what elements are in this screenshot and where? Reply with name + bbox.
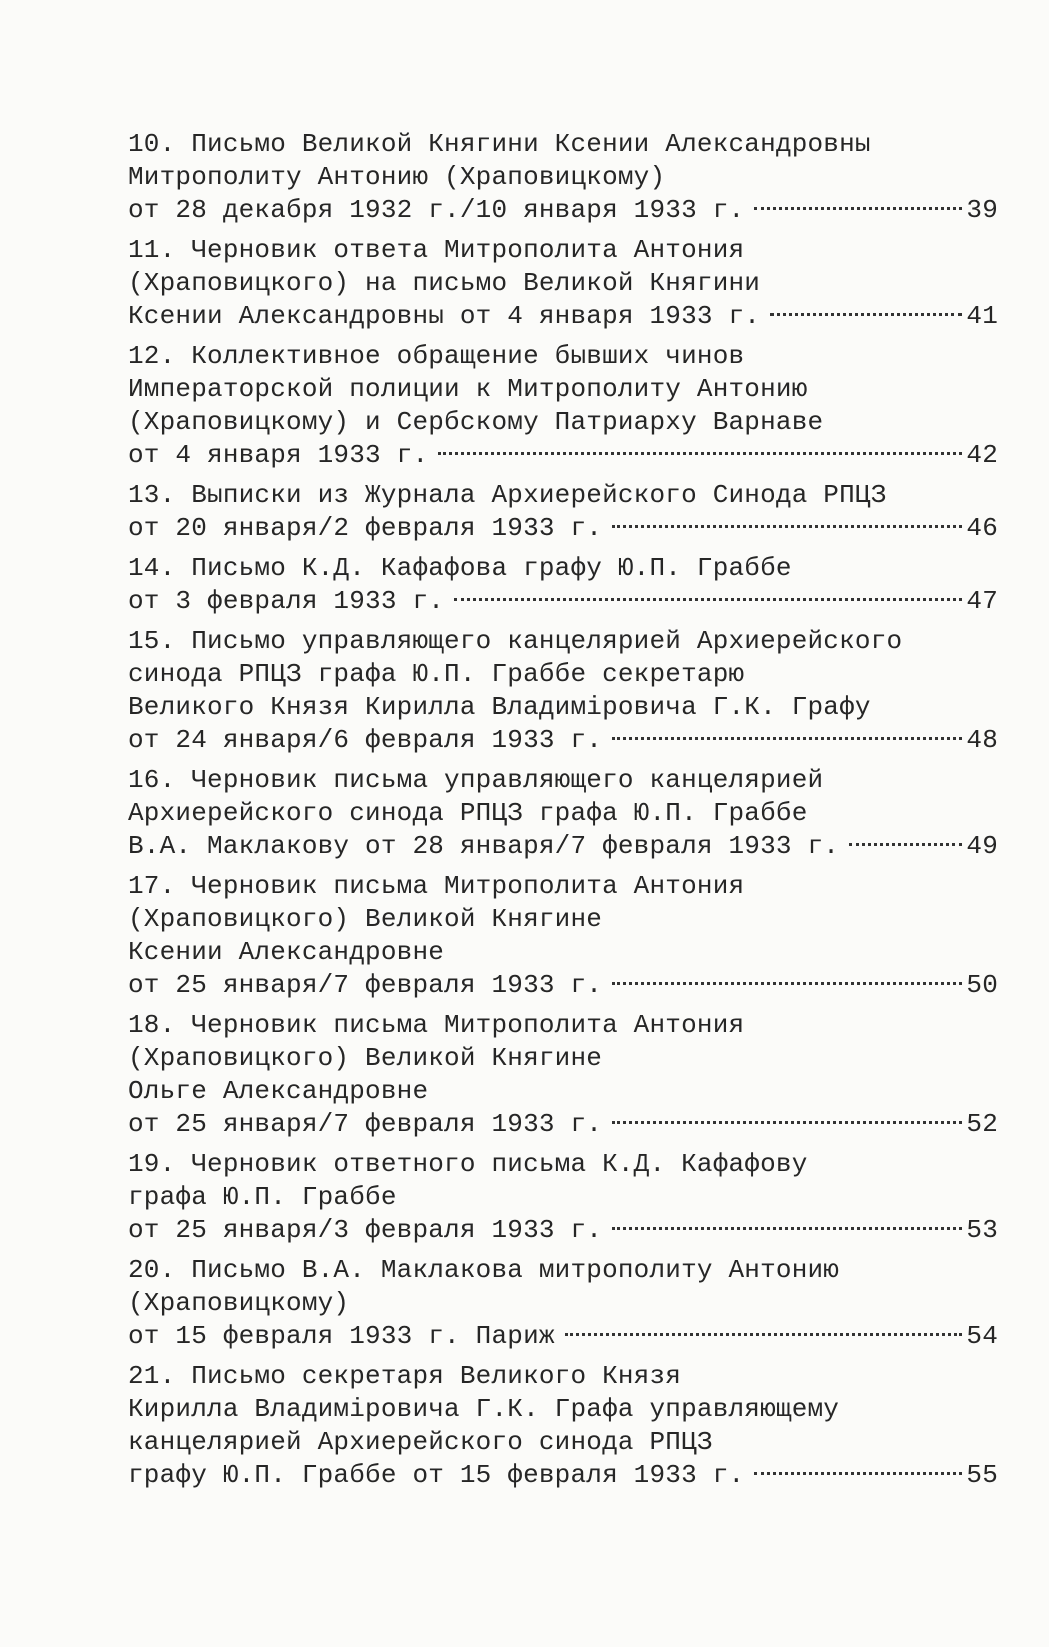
toc-entry-line: графа Ю.П. Граббе — [128, 1182, 397, 1212]
dot-leader — [438, 452, 962, 455]
toc-entry-line: Императорской полиции к Митрополиту Антонию — [128, 374, 808, 404]
toc-entry-date: от 15 февраля 1933 г. Париж — [128, 1321, 555, 1351]
page-number: 50 — [966, 970, 998, 1000]
toc-entry-line: синода РПЦЗ графа Ю.П. Граббе секретарю — [128, 659, 745, 689]
toc-entry-line: канцелярией Архиерейского синода РПЦЗ — [128, 1427, 713, 1457]
toc-entry-date: В.А. Маклакову от 28 января/7 февраля 1933 г. — [128, 831, 840, 861]
dot-leader — [754, 207, 962, 210]
toc-entry-date: от 3 февраля 1933 г. — [128, 586, 445, 616]
toc-entry-line: (Храповицкого) Великой Княгине — [128, 1043, 603, 1073]
dot-leader — [770, 313, 962, 316]
toc-entry-last-line — [128, 585, 998, 618]
toc-entry-line: 14. Письмо К.Д. Кафафова графу Ю.П. Граббе — [128, 553, 792, 583]
dot-leader — [612, 982, 962, 985]
page-number: 41 — [966, 301, 998, 331]
toc-entry-last-line — [128, 969, 998, 1002]
toc-entry-last-line — [128, 1320, 998, 1353]
toc-entry-date: от 28 декабря 1932 г./10 января 1933 г. — [128, 195, 745, 225]
toc-entry-line: 21. Письмо секретаря Великого Князя — [128, 1361, 682, 1391]
toc-entry — [128, 764, 998, 863]
toc-entry-date: от 4 января 1933 г. — [128, 440, 429, 470]
toc-entry-date: графу Ю.П. Граббе от 15 февраля 1933 г. — [128, 1460, 745, 1490]
toc-entry-line: (Храповицкого) Великой Княгине — [128, 904, 603, 934]
toc-entry — [128, 1148, 998, 1247]
page-number: 55 — [966, 1460, 998, 1490]
toc-entry-last-line — [128, 512, 998, 545]
page-number: 46 — [966, 513, 998, 543]
toc-entry-line: 11. Черновик ответа Митрополита Антония — [128, 235, 745, 265]
page-number: 53 — [966, 1215, 998, 1245]
dot-leader — [565, 1333, 963, 1336]
toc-entry — [128, 479, 998, 545]
toc-entry-last-line — [128, 194, 998, 227]
dot-leader — [454, 598, 962, 601]
toc-entry — [128, 128, 998, 227]
toc-entry-date: от 25 января/7 февраля 1933 г. — [128, 970, 603, 1000]
toc-entry-line: Ксении Александровне — [128, 937, 445, 967]
toc-entry — [128, 625, 998, 757]
toc-entry — [128, 234, 998, 333]
toc-entry-line: 19. Черновик ответного письма К.Д. Кафафову — [128, 1149, 808, 1179]
toc-entry-line: 15. Письмо управляющего канцелярией Архиерейского — [128, 626, 903, 656]
page-number: 42 — [966, 440, 998, 470]
page-number: 39 — [966, 195, 998, 225]
toc-entry-last-line — [128, 1214, 998, 1247]
toc-entry — [128, 552, 998, 618]
dot-leader — [612, 1227, 962, 1230]
toc-entry — [128, 1254, 998, 1353]
toc-entry-last-line — [128, 300, 998, 333]
toc-entry-line: 13. Выписки из Журнала Архиерейского Синода РПЦЗ — [128, 480, 887, 510]
toc-entry-last-line — [128, 1108, 998, 1141]
table-of-contents — [128, 128, 998, 1499]
page-number: 54 — [966, 1321, 998, 1351]
page-number: 49 — [966, 831, 998, 861]
toc-entry-line: (Храповицкого) на письмо Великой Княгини — [128, 268, 761, 298]
toc-entry-date: от 24 января/6 февраля 1933 г. — [128, 725, 603, 755]
toc-entry-line: 16. Черновик письма управляющего канцелярией — [128, 765, 824, 795]
toc-entry — [128, 1360, 998, 1492]
toc-entry-line: 18. Черновик письма Митрополита Антония — [128, 1010, 745, 1040]
toc-entry-date: от 25 января/3 февраля 1933 г. — [128, 1215, 603, 1245]
toc-entry-line: (Храповицкому) и Сербскому Патриарху Варнаве — [128, 407, 824, 437]
toc-entry-line: Архиерейского синода РПЦЗ графа Ю.П. Граббе — [128, 798, 808, 828]
toc-entry-line: 10. Письмо Великой Княгини Ксении Александровны — [128, 129, 871, 159]
dot-leader — [849, 843, 962, 846]
toc-entry-last-line — [128, 830, 998, 863]
dot-leader — [754, 1472, 962, 1475]
toc-entry — [128, 340, 998, 472]
toc-entry-last-line — [128, 724, 998, 757]
toc-entry-date: от 20 января/2 февраля 1933 г. — [128, 513, 603, 543]
dot-leader — [612, 737, 962, 740]
toc-entry — [128, 870, 998, 1002]
toc-entry-date: Ксении Александровны от 4 января 1933 г. — [128, 301, 761, 331]
page-number: 47 — [966, 586, 998, 616]
page-number: 48 — [966, 725, 998, 755]
page-number: 52 — [966, 1109, 998, 1139]
toc-entry-line: Великого Князя Кирилла Владиміровича Г.К. Графу — [128, 692, 871, 722]
toc-entry-line: Митрополиту Антонию (Храповицкому) — [128, 162, 666, 192]
toc-entry-line: (Храповицкому) — [128, 1288, 350, 1318]
toc-entry-last-line — [128, 1459, 998, 1492]
toc-entry-date: от 25 января/7 февраля 1933 г. — [128, 1109, 603, 1139]
toc-entry-line: 12. Коллективное обращение бывших чинов — [128, 341, 745, 371]
toc-entry-line: 17. Черновик письма Митрополита Антония — [128, 871, 745, 901]
toc-entry — [128, 1009, 998, 1141]
toc-entry-line: Кирилла Владиміровича Г.К. Графа управляющему — [128, 1394, 840, 1424]
dot-leader — [612, 525, 962, 528]
toc-entry-last-line — [128, 439, 998, 472]
dot-leader — [612, 1121, 962, 1124]
toc-entry-line: 20. Письмо В.А. Маклакова митрополиту Антонию — [128, 1255, 840, 1285]
toc-entry-line: Ольге Александровне — [128, 1076, 429, 1106]
